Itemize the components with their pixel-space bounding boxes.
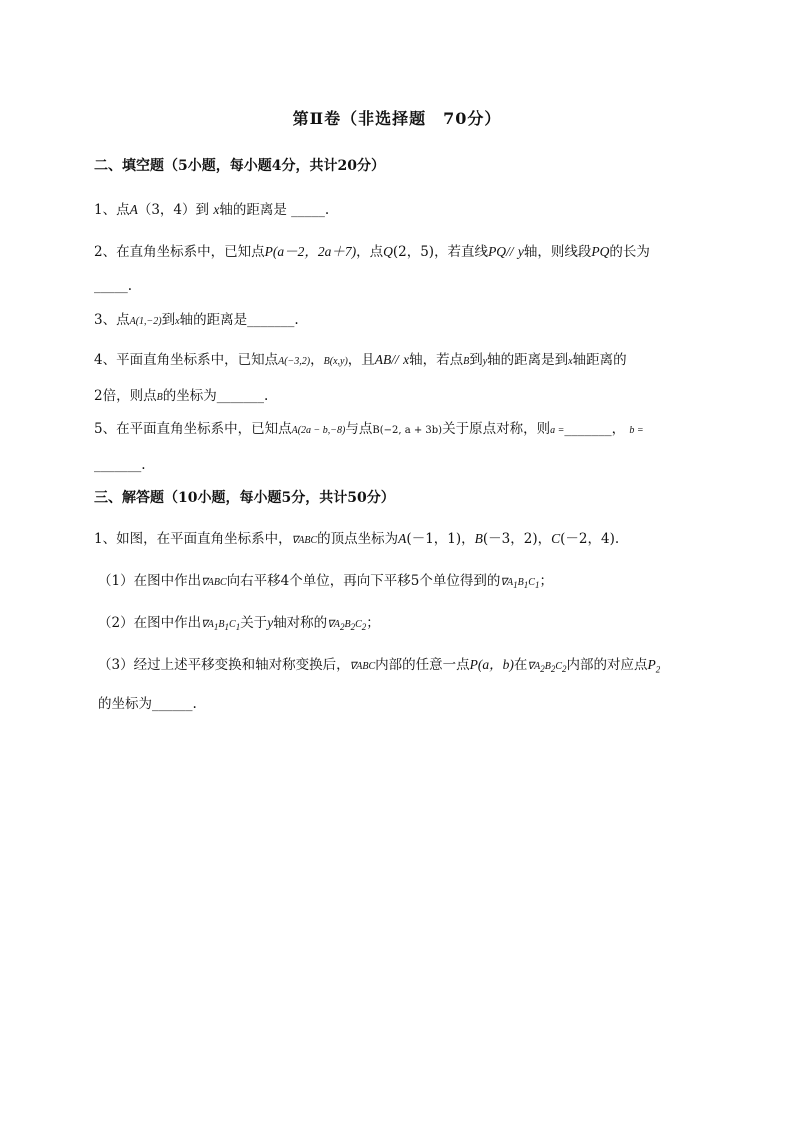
- q3-axis: x: [175, 316, 180, 327]
- q4-text-b: ，且: [347, 352, 375, 368]
- q4-text-h: 的坐标为_______.: [162, 388, 269, 404]
- q3-point: A(1,−2): [129, 316, 162, 327]
- q4-point-b-ref: B: [463, 356, 470, 367]
- q2-point-p-coords: (a－2，2a＋7): [272, 244, 357, 259]
- p1-point-c: C: [551, 531, 561, 546]
- s1-triangle: ∇ABC: [201, 577, 227, 588]
- q2-text-d: 轴，则线段: [523, 244, 592, 260]
- q4-text-c: 轴，若点: [409, 352, 464, 368]
- q5-text-a: 5、在平面直角坐标系中，已知点: [94, 421, 292, 437]
- q4-text-d: 到: [469, 352, 483, 368]
- q2-line: PQ//: [488, 244, 514, 259]
- s2-axis: y: [267, 615, 274, 630]
- problem-1-part-3: [98, 648, 738, 721]
- question-3: [94, 303, 734, 339]
- q5-point-a: A(2a − b,−8): [291, 425, 346, 436]
- q4-text-f: 轴距离的: [572, 352, 627, 368]
- s2-end: ；: [366, 615, 380, 631]
- question-2: [94, 235, 734, 303]
- s3-text-d: 内部的对应点: [566, 657, 648, 673]
- s3-point-p-coords: (a，b): [477, 657, 514, 672]
- q3-text-a: 3、点: [94, 312, 130, 328]
- q2-point-q: Q: [383, 244, 393, 259]
- q4-point-b-ref-2: B: [156, 392, 163, 403]
- q5-var-a: a =: [550, 425, 565, 436]
- q4-point-b: B(x,y): [323, 356, 348, 367]
- p1-point-b: B: [474, 531, 483, 546]
- q4-line-ab: AB//: [374, 352, 399, 367]
- q2-answer-blank: _____.: [94, 278, 133, 294]
- s2-triangle: $\nabla A_1B_1C_1$: [201, 619, 241, 632]
- q2-text-e: 的长为: [609, 244, 650, 260]
- q2-segment: PQ: [591, 244, 610, 259]
- q4-text-g: 2倍，则点: [94, 388, 157, 404]
- q3-text-c: 轴的距离是_______.: [179, 312, 299, 328]
- q2-point-q-coords: (2，5): [392, 244, 435, 260]
- s2-text-b: 关于: [240, 615, 268, 631]
- p1-coords-a: (－1，1): [406, 531, 462, 547]
- p1-text-a: 1、如图，在平面直角坐标系中，: [94, 531, 292, 547]
- q4-x-axis: x: [403, 352, 410, 367]
- s3-text-e: 的坐标为______.: [98, 695, 197, 712]
- q2-text-c: ，若直线: [434, 244, 489, 260]
- q1-text-b: （3，4）到: [137, 202, 210, 218]
- q5-var-b: b =: [629, 425, 644, 436]
- s3-triangle: ∇ABC: [349, 661, 376, 672]
- s3-point-p: P: [469, 657, 478, 672]
- s3-text-a: （3）经过上述平移变换和轴对称变换后，: [98, 657, 350, 673]
- p1-sep-2: ，: [537, 531, 552, 547]
- s2-triangle-2: $\nabla A_2B_2C_2$: [327, 619, 367, 632]
- q5-text-e: _______.: [94, 457, 146, 473]
- q5-text-d: _______，: [564, 421, 626, 437]
- problem-1-part-2: [98, 606, 738, 644]
- q2-point-p: P: [264, 244, 273, 259]
- problem-1: [94, 522, 734, 558]
- q2-axis: y: [517, 244, 524, 259]
- s3-triangle-2: $\nabla A_2B_2C_2$: [527, 661, 567, 674]
- section-answer-heading: 三、解答题（10小题，每小题5分，共计50分）: [94, 490, 395, 506]
- problem-1-part-1: [98, 564, 738, 602]
- q1-text-a: 1、点: [94, 202, 130, 218]
- s1-end: ；: [539, 573, 553, 589]
- s1-triangle-2: $\nabla A_1B_1C_1$: [500, 577, 540, 590]
- p1-end: .: [614, 531, 620, 547]
- question-5: [94, 412, 734, 482]
- s1-text-a: （1）在图中作出: [98, 573, 202, 589]
- s3-text-b: 内部的任意一点: [375, 657, 470, 673]
- s2-text-a: （2）在图中作出: [98, 615, 202, 631]
- question-1: [94, 193, 734, 227]
- q1-axis: x: [213, 202, 220, 217]
- part-title: 第Ⅱ卷（非选择题 70分）: [292, 109, 502, 128]
- q5-text-b: 与点: [345, 421, 373, 437]
- p1-point-a: A: [398, 531, 407, 546]
- p1-sep-1: ，: [461, 531, 475, 547]
- q5-text-c: 关于原点对称，则: [442, 421, 551, 437]
- s3-text-c: 在: [513, 657, 528, 673]
- q4-y-axis: y: [482, 356, 488, 367]
- q4-point-a: A(−3,2): [278, 356, 311, 367]
- s2-text-c: 轴对称的: [273, 615, 328, 631]
- q4-text-e: 轴的距离是到: [487, 352, 569, 368]
- q5-point-b: B(−2, a + 3b): [372, 425, 443, 436]
- p1-text-b: 的顶点坐标为: [317, 531, 399, 547]
- q2-text-a: 2、在直角坐标系中，已知点: [94, 244, 265, 260]
- p1-coords-c: (－2，4): [560, 531, 615, 547]
- q1-text-c: 轴的距离是 _____.: [219, 202, 330, 218]
- q4-x-axis-2: x: [568, 356, 573, 367]
- question-4: [94, 343, 734, 415]
- s3-point-p2: $P_2$: [647, 657, 661, 675]
- p1-coords-b: (－3，2): [482, 531, 538, 547]
- s1-text-b: 向右平移4个单位，再向下平移5个单位得到的: [226, 573, 501, 589]
- q3-text-b: 到: [161, 312, 176, 328]
- q2-text-b: ，点: [356, 244, 384, 260]
- q4-sep: ，: [310, 352, 324, 368]
- q4-text-a: 4、平面直角坐标系中，已知点: [94, 352, 279, 368]
- p1-triangle: ∇ABC: [291, 535, 318, 546]
- q1-point: A: [129, 202, 138, 217]
- section-fill-in-heading: 二、填空题（5小题，每小题4分，共计20分）: [94, 158, 385, 174]
